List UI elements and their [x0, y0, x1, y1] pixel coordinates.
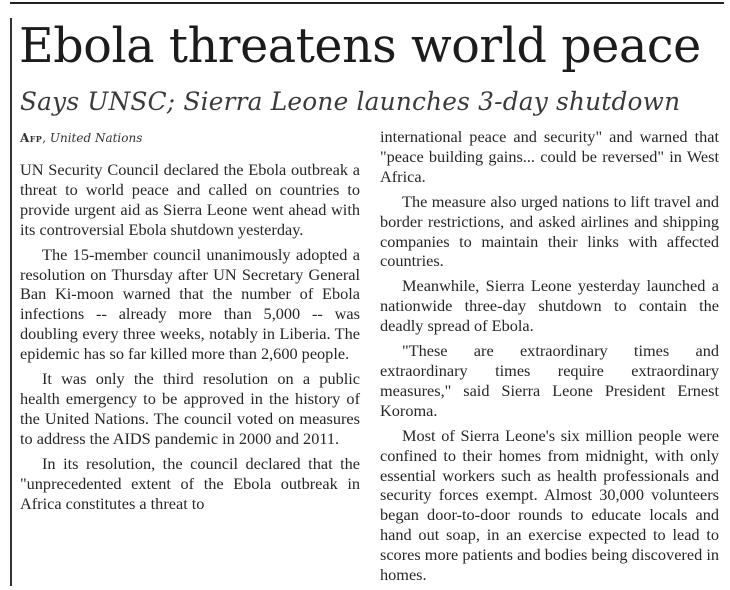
- article-column-right: [380, 127, 719, 590]
- byline: Afp, United Nations: [20, 131, 143, 145]
- byline-location: United Nations: [49, 131, 143, 145]
- article-paragraph: In its resolution, the council declared that the "unprecedented extent of the Ebola outbreak in Africa constitutes a threat to: [20, 453, 360, 513]
- article-paragraph: UN Security Council declared the Ebola outbreak a threat to world peace and called on countries to provide urgent aid as Sierra Leone went ahead with its controversial Ebola shutdown yesterday.: [20, 160, 360, 239]
- article-paragraph: Meanwhile, Sierra Leone yesterday launched a nationwide three-day shutdown to contain the deadly spread of Ebola.: [380, 276, 719, 336]
- byline-agency: Afp: [20, 131, 43, 145]
- article-column-left: [20, 160, 360, 518]
- left-column-rule: [10, 18, 12, 586]
- article-paragraph: The measure also urged nations to lift travel and border restrictions, and asked airlines and shipping companies to maintain their links with affected countries.: [380, 191, 719, 271]
- article-paragraph: It was only the third resolution on a public health emergency to be approved in the history of the United Nations. The council voted on measures to address the AIDS pandemic in 2000 and 2011.: [20, 369, 360, 448]
- subheadline: Says UNSC; Sierra Leone launches 3-day shutdown: [20, 87, 681, 116]
- article-paragraph-continued: international peace and security" and warned that "peace building gains... could be reversed" in West Africa.: [380, 127, 719, 186]
- article-paragraph: The 15-member council unanimously adopted a resolution on Thursday after UN Secretary General Ban Ki-moon warned that the number of Ebola infections -- already more than 5,000 -- was doubling every three weeks, notably in Liberia. The epidemic has so far killed more than 2,600 people.: [20, 244, 360, 364]
- article-paragraph: "These are extraordinary times and extraordinary times require extraordinary measures," said Sierra Leone President Ernest Koroma.: [380, 341, 719, 420]
- article-paragraph: Most of Sierra Leone's six million people were confined to their homes from midnight, with only essential workers such as health professionals and security forces exempt. Almost 30,000 volunteers began door-to-door rounds to educate locals and hand out soap, in an exercise expected to lead to scores more patients and bodies being discovered in homes.: [380, 425, 719, 585]
- headline: Ebola threatens world peace: [19, 19, 701, 74]
- top-rule: [10, 2, 724, 4]
